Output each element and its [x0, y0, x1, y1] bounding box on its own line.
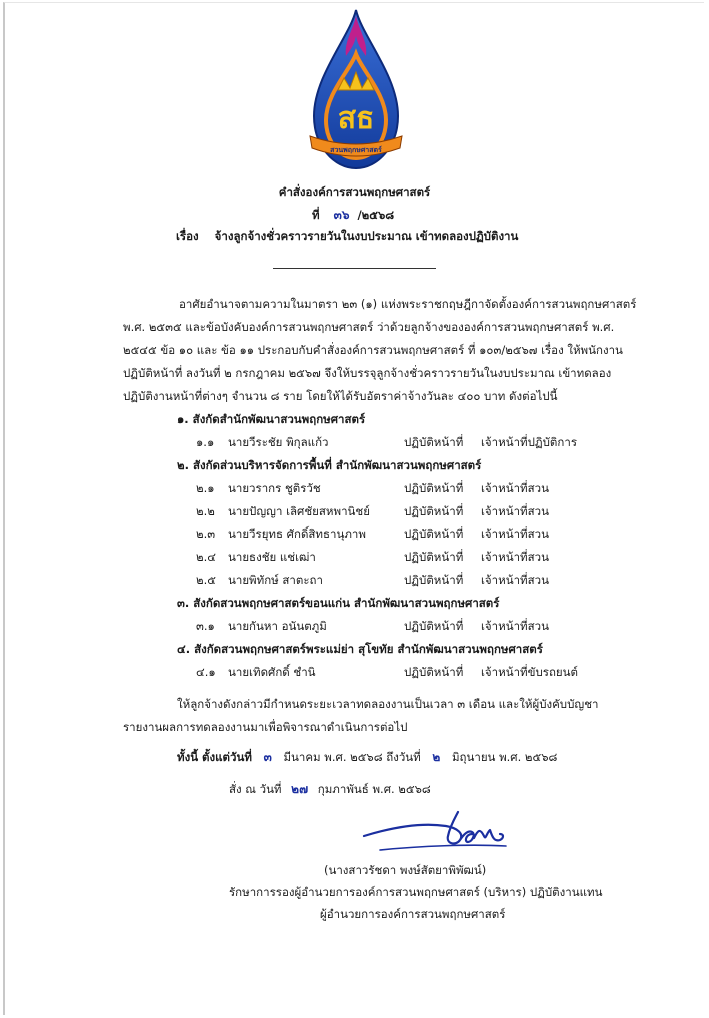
- person-index: ๒.๕: [196, 573, 216, 587]
- organization-emblem-icon: [300, 6, 412, 178]
- start-day-handwritten: ๓: [263, 750, 272, 764]
- effective-prefix: ทั้งนี้ ตั้งแต่วันที่: [177, 750, 252, 764]
- order-day-handwritten: ๒๗: [291, 782, 309, 796]
- svg-text:สธ: สธ: [337, 101, 375, 136]
- duty-label: ปฏิบัติหน้าที่: [404, 665, 464, 679]
- person-role: เจ้าหน้าที่ปฏิบัติการ: [481, 435, 577, 449]
- duty-label: ปฏิบัติหน้าที่: [404, 435, 464, 449]
- person-index: ๒.๒: [196, 504, 215, 518]
- duty-label: ปฏิบัติหน้าที่: [404, 481, 464, 495]
- order-number-handwritten: ๓๖: [333, 208, 350, 222]
- person-role: เจ้าหน้าที่ขับรถยนต์: [481, 665, 578, 679]
- end-day-handwritten: ๒: [432, 750, 441, 764]
- intro-line-5: ปฏิบัติงานหน้าที่ต่างๆ จำนวน ๘ ราย โดยให้ได้รับอัตราค่าจ้างวันละ ๔๐๐ บาท ดังต่อไปนี้: [123, 389, 558, 403]
- section-heading: ๓. สังกัดสวนพฤกษศาสตร์ขอนแก่น สำนักพัฒนาสวนพฤกษศาสตร์: [177, 596, 500, 610]
- person-name: นายวีระชัย พิกุลแก้ว: [228, 435, 329, 449]
- person-name: นายพิทักษ์ สาตะถา: [228, 573, 323, 587]
- person-name: นายปัญญา เลิศชัยสหพานิชย์: [228, 504, 370, 518]
- signatory-name: (นางสาวรัชดา พงษ์สัตยาพิพัฒน์): [324, 863, 487, 877]
- person-name: นายกันหา อนันตภูมิ: [228, 619, 327, 633]
- closing-line-2: รายงานผลการทดลองงานมาเพื่อพิจารณาดำเนินการต่อไป: [123, 720, 408, 734]
- signatory-position-line-1: รักษาการรองผู้อำนวยการองค์การสวนพฤกษศาสตร์ (บริหาร) ปฏิบัติงานแทน: [229, 885, 603, 899]
- order-number-prefix: ที่: [312, 208, 320, 222]
- order-subject: [176, 228, 518, 246]
- person-role: เจ้าหน้าที่สวน: [481, 619, 549, 633]
- duty-label: ปฏิบัติหน้าที่: [404, 619, 464, 633]
- handwritten-signature: [360, 806, 510, 864]
- svg-text:สวนพฤกษศาสตร์: สวนพฤกษศาสตร์: [330, 146, 382, 154]
- person-role: เจ้าหน้าที่สวน: [481, 527, 549, 541]
- person-name: นายเทิดศักดิ์ ชำนิ: [228, 665, 316, 679]
- effective-start-rest: มีนาคม พ.ศ. ๒๕๖๘ ถึงวันที่: [283, 750, 421, 764]
- person-index: ๒.๓: [196, 527, 216, 541]
- person-name: นายวรากร ชูติรวัช: [228, 481, 321, 495]
- subject-label: เรื่อง: [176, 229, 199, 243]
- header-divider: [273, 268, 436, 269]
- order-date-prefix: สั่ง ณ วันที่: [229, 782, 282, 796]
- person-role: เจ้าหน้าที่สวน: [481, 504, 549, 518]
- duty-label: ปฏิบัติหน้าที่: [404, 504, 464, 518]
- order-date: [229, 780, 431, 799]
- person-name: นายวีรยุทธ ศักดิ์สิทธานุภาพ: [228, 527, 366, 541]
- person-index: ๓.๑: [196, 619, 215, 633]
- order-number-suffix: /๒๕๖๘: [357, 208, 395, 222]
- intro-line-2: พ.ศ. ๒๕๓๕ และข้อบังคับองค์การสวนพฤกษศาสตร์ ว่าด้วยลูกจ้างขององค์การสวนพฤกษศาสตร์ พ.ศ.: [123, 320, 615, 334]
- person-role: เจ้าหน้าที่สวน: [481, 573, 549, 587]
- section-heading: ๒. สังกัดส่วนบริหารจัดการพื้นที่ สำนักพัฒนาสวนพฤกษศาสตร์: [177, 458, 482, 472]
- order-date-rest: กุมภาพันธ์ พ.ศ. ๒๕๖๘: [317, 782, 431, 796]
- section-heading: ๔. สังกัดสวนพฤกษศาสตร์พระแม่ย่า สุโขทัย สำนักพัฒนาสวนพฤกษศาสตร์: [177, 642, 543, 656]
- duty-label: ปฏิบัติหน้าที่: [404, 573, 464, 587]
- person-index: ๔.๑: [196, 665, 216, 679]
- section-heading: ๑. สังกัดสำนักพัฒนาสวนพฤกษศาสตร์: [177, 412, 366, 426]
- person-role: เจ้าหน้าที่สวน: [481, 481, 549, 495]
- effective-period: [177, 748, 557, 767]
- order-number: [312, 206, 394, 225]
- person-index: ๒.๔: [196, 550, 216, 564]
- subject-text: จ้างลูกจ้างชั่วคราวรายวันในงบประมาณ เข้าทดลองปฏิบัติงาน: [214, 229, 519, 243]
- intro-line-4: ปฏิบัติหน้าที่ ลงวันที่ ๒ กรกฎาคม ๒๕๖๗ จึงให้บรรจุลูกจ้างชั่วคราวรายวันในงบประมาณ เข้าทดลอง: [123, 366, 612, 380]
- person-index: ๑.๑: [196, 435, 215, 449]
- person-name: นายธงชัย แช่เฒ่า: [228, 550, 316, 564]
- signatory-position-line-2: ผู้อำนวยการองค์การสวนพฤกษศาสตร์: [320, 907, 506, 921]
- duty-label: ปฏิบัติหน้าที่: [404, 550, 464, 564]
- duty-label: ปฏิบัติหน้าที่: [404, 527, 464, 541]
- intro-line-3: ๒๕๔๕ ข้อ ๑๐ และ ข้อ ๑๑ ประกอบกับคำสั่งองค์การสวนพฤกษศาสตร์ ที่ ๑๐๓/๒๕๖๗ เรื่อง ให้พนักงาน: [123, 343, 623, 357]
- closing-line-1: ให้ลูกจ้างดังกล่าวมีกำหนดระยะเวลาทดลองงานเป็นเวลา ๓ เดือน และให้ผู้บังคับบัญชา: [177, 697, 599, 711]
- effective-end-rest: มิถุนายน พ.ศ. ๒๕๖๘: [451, 750, 558, 764]
- order-title: คำสั่งองค์การสวนพฤกษศาสตร์: [278, 185, 431, 199]
- person-index: ๒.๑: [196, 481, 215, 495]
- person-role: เจ้าหน้าที่สวน: [481, 550, 549, 564]
- intro-line-1: อาศัยอำนาจตามความในมาตรา ๒๓ (๑) แห่งพระราชกฤษฎีกาจัดตั้งองค์การสวนพฤกษศาสตร์: [179, 297, 637, 311]
